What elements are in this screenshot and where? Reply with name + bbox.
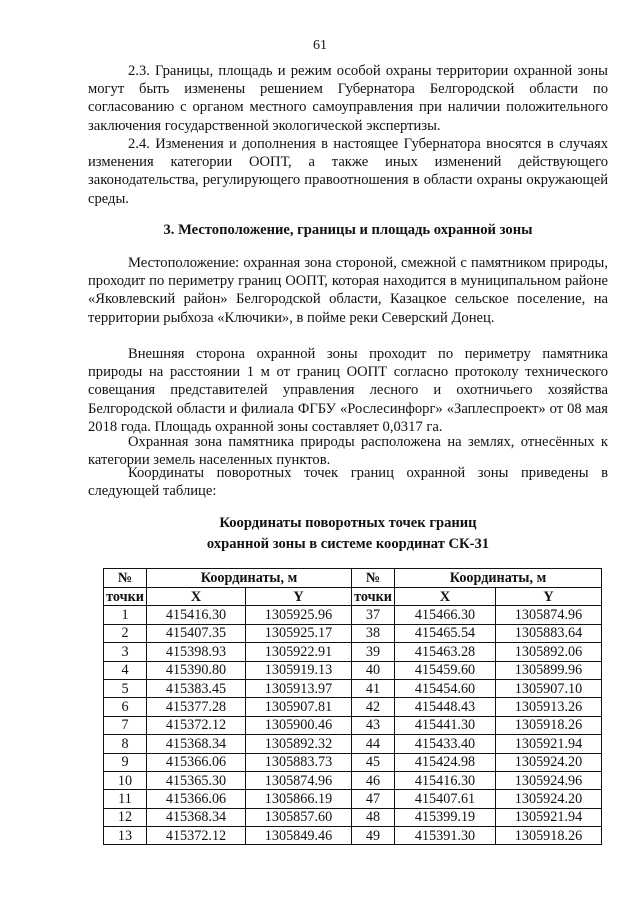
coordinates-table <box>103 568 602 845</box>
y-cell: 1305907.81 <box>246 698 352 716</box>
x-cell: 415454.60 <box>395 679 496 697</box>
table-header-row <box>104 569 602 588</box>
point-number-cell: 7 <box>104 716 147 734</box>
table-row <box>104 753 602 771</box>
table-row <box>104 716 602 734</box>
paragraph-table-intro: Координаты поворотных точек границ охранной зоны приведены в следующей таблице: <box>88 465 608 500</box>
y-cell: 1305918.26 <box>496 827 602 845</box>
section-heading: 3. Местоположение, границы и площадь охранной зоны <box>163 222 533 238</box>
table-row <box>104 606 602 624</box>
x-cell: 415377.28 <box>147 698 246 716</box>
point-number-cell: 37 <box>352 606 395 624</box>
table-title-line-2: охранной зоны в системе координат СК-31 <box>206 536 490 552</box>
table-title-line-1: Координаты поворотных точек границ <box>219 515 477 531</box>
x-cell: 415368.34 <box>147 735 246 753</box>
y-cell: 1305925.96 <box>246 606 352 624</box>
x-cell: 415372.12 <box>147 827 246 845</box>
header-point-number-symbol: № <box>352 569 395 588</box>
y-cell: 1305892.32 <box>246 735 352 753</box>
y-cell: 1305921.94 <box>496 808 602 826</box>
x-cell: 415441.30 <box>395 716 496 734</box>
table-row <box>104 827 602 845</box>
paragraph-location: Местоположение: охранная зона стороной, смежной с памятником природы, проходит по периметру границ ООПТ, которая находится в муниципальном районе «Яковлевский район» Белгородской области, Казацкое сельское поселение, на территории рыбхоза «Ключики», в пойме реки Северский Донец. <box>88 255 608 326</box>
y-cell: 1305921.94 <box>496 735 602 753</box>
y-cell: 1305883.64 <box>496 624 602 642</box>
y-cell: 1305849.46 <box>246 827 352 845</box>
y-cell: 1305924.20 <box>496 753 602 771</box>
point-number-cell: 9 <box>104 753 147 771</box>
point-number-cell: 5 <box>104 679 147 697</box>
table-body <box>104 606 602 845</box>
point-number-cell: 43 <box>352 716 395 734</box>
y-cell: 1305892.06 <box>496 643 602 661</box>
header-y: Y <box>496 588 602 606</box>
x-cell: 415398.93 <box>147 643 246 661</box>
point-number-cell: 11 <box>104 790 147 808</box>
header-point-label: точки <box>104 588 147 606</box>
y-cell: 1305925.17 <box>246 624 352 642</box>
x-cell: 415459.60 <box>395 661 496 679</box>
y-cell: 1305900.46 <box>246 716 352 734</box>
paragraph-outer-boundary: Внешняя сторона охранной зоны проходит по периметру памятника природы на расстоянии 1 м от границ ООПТ согласно протоколу технического совещания представителей управления лесного и охотничьего хозяйства Белгородской области и филиала ФГБУ «Рослесинфорг» «Заплеспроект» от 08 мая 2018 года. Площадь охранной зоны составляет 0,0317 га. <box>88 346 608 435</box>
point-number-cell: 44 <box>352 735 395 753</box>
table-row <box>104 808 602 826</box>
header-coordinates: Координаты, м <box>395 569 602 588</box>
point-number-cell: 12 <box>104 808 147 826</box>
header-point-label: точки <box>352 588 395 606</box>
y-cell: 1305907.10 <box>496 679 602 697</box>
header-x: X <box>147 588 246 606</box>
y-cell: 1305899.96 <box>496 661 602 679</box>
point-number-cell: 3 <box>104 643 147 661</box>
y-cell: 1305874.96 <box>496 606 602 624</box>
x-cell: 415390.80 <box>147 661 246 679</box>
table-row <box>104 661 602 679</box>
y-cell: 1305913.26 <box>496 698 602 716</box>
point-number-cell: 45 <box>352 753 395 771</box>
table-row <box>104 679 602 697</box>
point-number-cell: 2 <box>104 624 147 642</box>
header-point-number-symbol: № <box>104 569 147 588</box>
point-number-cell: 10 <box>104 771 147 789</box>
y-cell: 1305922.91 <box>246 643 352 661</box>
table-row <box>104 698 602 716</box>
point-number-cell: 47 <box>352 790 395 808</box>
point-number-cell: 8 <box>104 735 147 753</box>
x-cell: 415448.43 <box>395 698 496 716</box>
x-cell: 415372.12 <box>147 716 246 734</box>
y-cell: 1305874.96 <box>246 771 352 789</box>
paragraph-land-category: Охранная зона памятника природы расположена на землях, отнесённых к категории земель населенных пунктов. <box>88 434 608 469</box>
point-number-cell: 40 <box>352 661 395 679</box>
x-cell: 415465.54 <box>395 624 496 642</box>
point-number-cell: 39 <box>352 643 395 661</box>
y-cell: 1305857.60 <box>246 808 352 826</box>
table-title <box>88 513 608 555</box>
header-y: Y <box>246 588 352 606</box>
y-cell: 1305913.97 <box>246 679 352 697</box>
point-number-cell: 1 <box>104 606 147 624</box>
y-cell: 1305919.13 <box>246 661 352 679</box>
x-cell: 415407.61 <box>395 790 496 808</box>
point-number-cell: 42 <box>352 698 395 716</box>
x-cell: 415366.06 <box>147 790 246 808</box>
page-number: 61 <box>313 38 327 53</box>
header-coordinates: Координаты, м <box>147 569 352 588</box>
y-cell: 1305924.20 <box>496 790 602 808</box>
x-cell: 415399.19 <box>395 808 496 826</box>
x-cell: 415416.30 <box>147 606 246 624</box>
x-cell: 415366.06 <box>147 753 246 771</box>
y-cell: 1305883.73 <box>246 753 352 771</box>
x-cell: 415433.40 <box>395 735 496 753</box>
x-cell: 415463.28 <box>395 643 496 661</box>
y-cell: 1305866.19 <box>246 790 352 808</box>
y-cell: 1305924.96 <box>496 771 602 789</box>
header-x: X <box>395 588 496 606</box>
paragraph-2-4: 2.4. Изменения и дополнения в настоящее Губернатора вносятся в случаях изменения категории ООПТ, а также иных изменений действующего законодательства, регулирующего правоотношения в области охраны окружающей среды. <box>88 136 608 207</box>
table-row <box>104 790 602 808</box>
point-number-cell: 48 <box>352 808 395 826</box>
point-number-cell: 38 <box>352 624 395 642</box>
y-cell: 1305918.26 <box>496 716 602 734</box>
paragraph-2-3: 2.3. Границы, площадь и режим особой охраны территории охранной зоны могут быть изменены решением Губернатора Белгородской области по согласованию с органом местного самоуправления при наличии положительного заключения государственной экологической экспертизы. <box>88 63 608 134</box>
point-number-cell: 6 <box>104 698 147 716</box>
point-number-cell: 13 <box>104 827 147 845</box>
table-row <box>104 735 602 753</box>
table-row <box>104 643 602 661</box>
table-subheader-row <box>104 588 602 606</box>
x-cell: 415391.30 <box>395 827 496 845</box>
x-cell: 415407.35 <box>147 624 246 642</box>
x-cell: 415368.34 <box>147 808 246 826</box>
x-cell: 415365.30 <box>147 771 246 789</box>
x-cell: 415416.30 <box>395 771 496 789</box>
point-number-cell: 41 <box>352 679 395 697</box>
x-cell: 415466.30 <box>395 606 496 624</box>
point-number-cell: 4 <box>104 661 147 679</box>
x-cell: 415424.98 <box>395 753 496 771</box>
table-row <box>104 624 602 642</box>
point-number-cell: 49 <box>352 827 395 845</box>
x-cell: 415383.45 <box>147 679 246 697</box>
point-number-cell: 46 <box>352 771 395 789</box>
table-row <box>104 771 602 789</box>
